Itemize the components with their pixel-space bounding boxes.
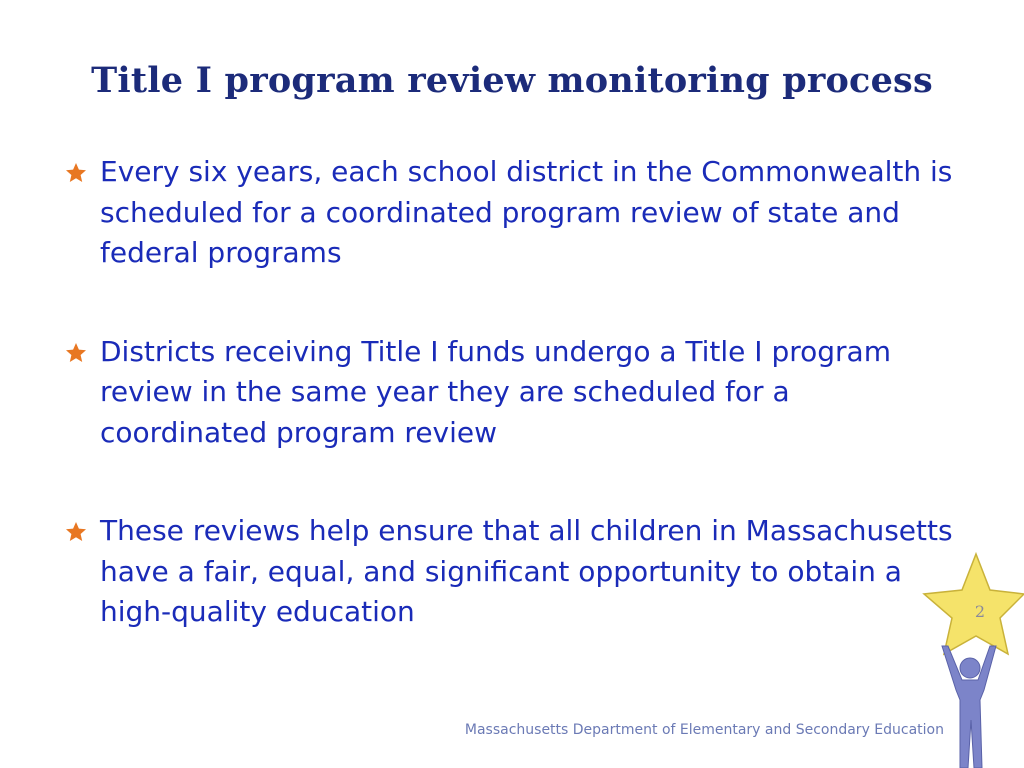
bullet-item (64, 511, 964, 633)
bullet-item (64, 152, 964, 274)
bullet-item (64, 332, 964, 454)
bullet-text: Every six years, each school district in the Commonwealth is scheduled for a coordinated program review of state and federal programs (100, 155, 953, 269)
star-bullet-icon (64, 341, 88, 365)
bullet-text: These reviews help ensure that all children in Massachusetts have a fair, equal, and significant opportunity to obtain a high-quality education (100, 514, 953, 628)
bullet-text: Districts receiving Title I funds undergo a Title I program review in the same year they are scheduled for a coordinated program review (100, 334, 891, 449)
star-mascot-icon (918, 550, 1024, 768)
slide-number: 2 (974, 602, 986, 621)
star-bullet-icon (64, 161, 88, 185)
slide-title: Title I program review monitoring process (91, 60, 933, 101)
star-bullet-icon (64, 520, 88, 544)
bullet-list (64, 152, 964, 691)
footer-text: Massachusetts Department of Elementary and Secondary Education (464, 722, 944, 738)
